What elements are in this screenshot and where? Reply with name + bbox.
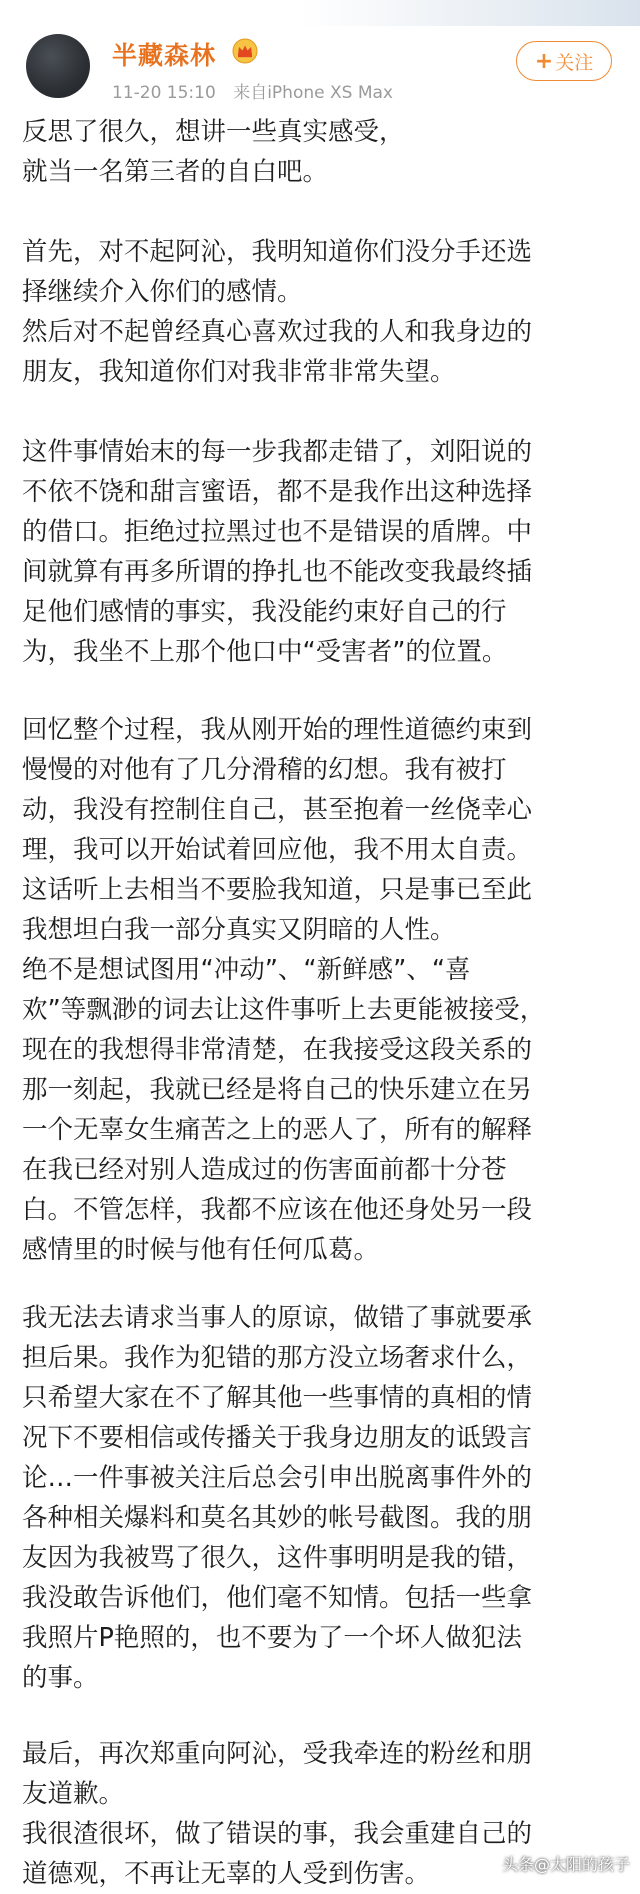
text-line: 绝不是想试图用“冲动”、“新鲜感”、“喜 xyxy=(22,955,471,985)
text-line: 这话听上去相当不要脸我知道，只是事已至此 xyxy=(22,875,533,905)
paragraph-5 xyxy=(22,1298,622,1698)
follow-label: 关注 xyxy=(555,51,594,74)
post-source: 来自iPhone XS Max xyxy=(233,83,393,103)
text-line: 最后，再次郑重向阿沁，受我牵连的粉丝和朋 xyxy=(22,1739,533,1769)
plus-icon: + xyxy=(534,48,554,74)
text-line: 友因为我被骂了很久，这件事明明是我的错， xyxy=(22,1543,533,1573)
watermark xyxy=(502,1852,630,1875)
text-line: 足他们感情的事实，我没能约束好自己的行 xyxy=(22,597,507,627)
text-line: 欢”等飘渺的词去让这件事听上去更能被接受， xyxy=(22,995,546,1025)
text-line: 白。不管怎样，我都不应该在他还身处另一段 xyxy=(22,1195,533,1225)
post-header xyxy=(0,0,640,108)
text-line: 我无法去请求当事人的原谅，做错了事就要承 xyxy=(22,1303,533,1333)
paragraph-4 xyxy=(22,710,622,1270)
text-line: 那一刻起，我就已经是将自己的快乐建立在另 xyxy=(22,1075,533,1105)
text-line: 间就算有再多所谓的挣扎也不能改变我最终插 xyxy=(22,557,533,587)
text-line: 的借口。拒绝过拉黑过也不是错误的盾牌。中 xyxy=(22,517,533,547)
text-line: 朋友，我知道你们对我非常非常失望。 xyxy=(22,357,456,387)
watermark-prefix: 头条 xyxy=(501,1855,534,1874)
post-time: 11-20 15:10 xyxy=(112,83,216,103)
text-line: 我想坦白我一部分真实又阴暗的人性。 xyxy=(22,915,456,945)
text-line: 动，我没有控制住自己，甚至抱着一丝侥幸心 xyxy=(22,795,533,825)
text-line: 择继续介入你们的感情。 xyxy=(22,277,303,307)
text-line: 况下不要相信或传播关于我身边朋友的诋毁言 xyxy=(22,1423,533,1453)
text-line: 论…一件事被关注后总会引申出脱离事件外的 xyxy=(22,1463,533,1493)
avatar[interactable] xyxy=(26,34,90,98)
text-line: 这件事情始末的每一步我都走错了，刘阳说的 xyxy=(22,437,533,467)
text-line: 然后对不起曾经真心喜欢过我的人和我身边的 xyxy=(22,317,533,347)
text-line: 我照片P艳照的，也不要为了一个坏人做犯法 xyxy=(22,1623,522,1653)
post-meta xyxy=(112,78,393,103)
watermark-handle: @太阳的孩子 xyxy=(533,1855,630,1874)
text-line: 各种相关爆料和莫名其妙的帐号截图。我的朋 xyxy=(22,1503,533,1533)
text-line: 回忆整个过程，我从刚开始的理性道德约束到 xyxy=(22,715,533,745)
text-line: 只希望大家在不了解其他一些事情的真相的情 xyxy=(22,1383,533,1413)
text-line: 我很渣很坏，做了错误的事，我会重建自己的 xyxy=(22,1819,533,1849)
text-line: 反思了很久，想讲一些真实感受， xyxy=(22,117,405,147)
follow-button[interactable] xyxy=(516,41,612,81)
text-line: 现在的我想得非常清楚，在我接受这段关系的 xyxy=(22,1035,533,1065)
paragraph-2 xyxy=(22,232,622,392)
text-line: 慢慢的对他有了几分滑稽的幻想。我有被打 xyxy=(22,755,507,785)
text-line: 在我已经对别人造成过的伤害面前都十分苍 xyxy=(22,1155,507,1185)
text-line: 感情里的时候与他有任何瓜葛。 xyxy=(22,1235,380,1265)
paragraph-1 xyxy=(22,112,622,192)
paragraph-3 xyxy=(22,432,622,672)
text-line: 一个无辜女生痛苦之上的恶人了，所有的解释 xyxy=(22,1115,533,1145)
text-line: 不依不饶和甜言蜜语，都不是我作出这种选择 xyxy=(22,477,533,507)
text-line: 的事。 xyxy=(22,1663,99,1693)
text-line: 为，我坐不上那个他口中“受害者”的位置。 xyxy=(22,637,508,667)
text-line: 道德观，不再让无辜的人受到伤害。 xyxy=(22,1859,431,1889)
text-line: 我没敢告诉他们，他们毫不知情。包括一些拿 xyxy=(22,1583,533,1613)
text-line: 就当一名第三者的自白吧。 xyxy=(22,157,329,187)
text-line: 友道歉。 xyxy=(22,1779,125,1809)
username[interactable]: 半藏森林 xyxy=(112,41,217,70)
text-line: 担后果。我作为犯错的那方没立场奢求什么， xyxy=(22,1343,533,1373)
text-line: 首先，对不起阿沁，我明知道你们没分手还选 xyxy=(22,237,533,267)
crown-icon xyxy=(232,38,258,64)
text-line: 理，我可以开始试着回应他，我不用太自责。 xyxy=(22,835,533,865)
